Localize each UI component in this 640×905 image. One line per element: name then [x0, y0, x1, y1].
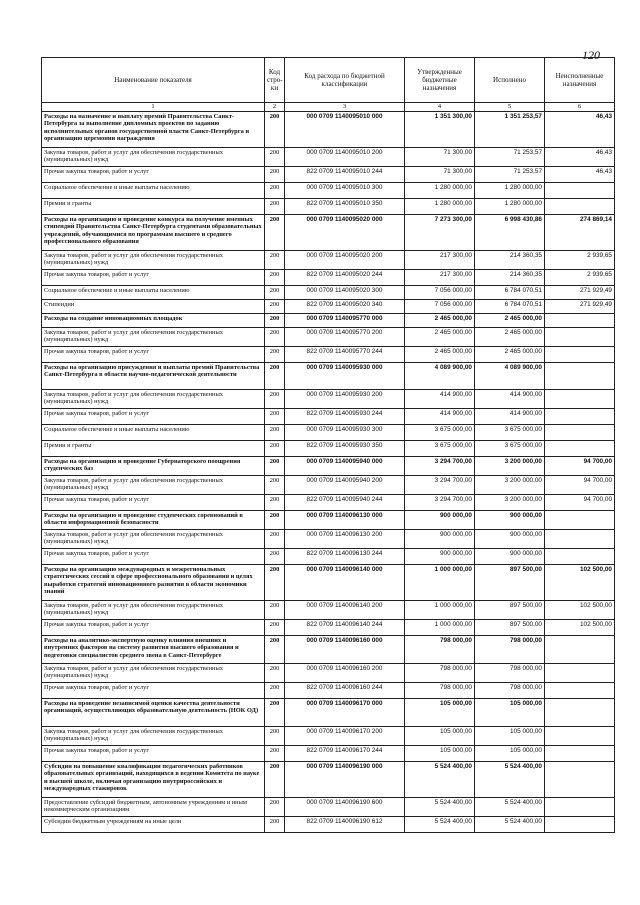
- row-budget-code: 822 0709 1140095940 244: [285, 495, 405, 511]
- row-name: Закупка товаров, работ и услуг для обеспечения государственных (муниципальных) нужд: [42, 328, 265, 347]
- row-budget-code: 000 0709 1140095770 200: [285, 328, 405, 347]
- row-budget-code: 822 0709 1140095010 244: [285, 167, 405, 183]
- col-number: 3: [285, 103, 405, 112]
- row-approved-amount: 217 300,00: [405, 251, 475, 270]
- row-name: Закупка товаров, работ и услуг для обеспечения государственных (муниципальных) нужд: [42, 664, 265, 683]
- row-unexecuted-amount: [545, 409, 615, 425]
- row-executed-amount: 3 675 000,00: [475, 425, 545, 441]
- table-row: [42, 183, 615, 199]
- row-budget-code: 000 0709 1140095020 200: [285, 251, 405, 270]
- row-budget-code: 822 0709 1140095020 244: [285, 270, 405, 286]
- col-number: 4: [405, 103, 475, 112]
- col-number: 1: [42, 103, 265, 112]
- row-executed-amount: 3 200 000,00: [475, 495, 545, 511]
- row-approved-amount: 5 524 400,00: [405, 817, 475, 833]
- row-unexecuted-amount: [545, 683, 615, 699]
- row-line-code: 200: [265, 347, 285, 363]
- row-approved-amount: 71 300,00: [405, 167, 475, 183]
- row-name: Прочая закупка товаров, работ и услуг: [42, 620, 265, 636]
- row-approved-amount: 7 056 000,00: [405, 286, 475, 300]
- row-executed-amount: 5 524 400,00: [475, 798, 545, 817]
- row-line-code: 200: [265, 817, 285, 833]
- row-budget-code: 000 0709 1140095940 200: [285, 476, 405, 495]
- table-row: [42, 409, 615, 425]
- table-row: [42, 457, 615, 476]
- row-approved-amount: 414 900,00: [405, 409, 475, 425]
- row-unexecuted-amount: [545, 314, 615, 328]
- row-executed-amount: 798 000,00: [475, 636, 545, 664]
- row-executed-amount: 5 524 400,00: [475, 762, 545, 798]
- row-name: Прочая закупка товаров, работ и услуг: [42, 495, 265, 511]
- row-executed-amount: 900 000,00: [475, 511, 545, 530]
- row-unexecuted-amount: [545, 183, 615, 199]
- row-approved-amount: 3 294 700,00: [405, 495, 475, 511]
- row-executed-amount: 214 360,35: [475, 270, 545, 286]
- row-line-code: 200: [265, 409, 285, 425]
- row-unexecuted-amount: 274 869,14: [545, 215, 615, 251]
- row-budget-code: 000 0709 1140096140 000: [285, 565, 405, 601]
- row-executed-amount: 105 000,00: [475, 727, 545, 746]
- row-name: Прочая закупка товаров, работ и услуг: [42, 347, 265, 363]
- row-approved-amount: 414 900,00: [405, 390, 475, 409]
- row-line-code: 200: [265, 251, 285, 270]
- row-executed-amount: 3 200 000,00: [475, 476, 545, 495]
- row-name: Прочая закупка товаров, работ и услуг: [42, 409, 265, 425]
- row-budget-code: 822 0709 1140095020 340: [285, 300, 405, 314]
- row-name: Стипендии: [42, 300, 265, 314]
- row-name: Расходы на организацию и проведение Губернаторского поощрения студенческих баз: [42, 457, 265, 476]
- row-budget-code: 822 0709 1140095930 244: [285, 409, 405, 425]
- row-name: Премии и гранты: [42, 199, 265, 215]
- row-approved-amount: 105 000,00: [405, 727, 475, 746]
- row-executed-amount: 71 253,57: [475, 167, 545, 183]
- row-budget-code: 822 0709 1140096170 244: [285, 746, 405, 762]
- row-unexecuted-amount: 94 700,00: [545, 457, 615, 476]
- row-line-code: 200: [265, 762, 285, 798]
- row-executed-amount: 3 675 000,00: [475, 441, 545, 457]
- row-line-code: 200: [265, 286, 285, 300]
- row-budget-code: 822 0709 1140096190 612: [285, 817, 405, 833]
- row-name: Расходы на организацию международных и межрегиональных стратегических сессий в сфере профессионального образования и целях выработки стратегий инновационного развития в области экономики знаний: [42, 565, 265, 601]
- row-unexecuted-amount: 2 939,65: [545, 251, 615, 270]
- row-unexecuted-amount: [545, 199, 615, 215]
- row-unexecuted-amount: [545, 762, 615, 798]
- row-unexecuted-amount: 271 929,49: [545, 300, 615, 314]
- table-row: [42, 215, 615, 251]
- row-name: Расходы на организацию и проведение студенческих соревнований в области информационной безопасности: [42, 511, 265, 530]
- table-row: [42, 817, 615, 833]
- row-approved-amount: 105 000,00: [405, 746, 475, 762]
- col-number: 6: [545, 103, 615, 112]
- row-unexecuted-amount: [545, 636, 615, 664]
- row-approved-amount: 4 089 900,00: [405, 363, 475, 390]
- column-number-row: [42, 103, 615, 112]
- table-row: [42, 601, 615, 620]
- row-budget-code: 822 0709 1140095010 350: [285, 199, 405, 215]
- row-unexecuted-amount: 102 500,00: [545, 601, 615, 620]
- row-unexecuted-amount: 271 929,49: [545, 286, 615, 300]
- row-approved-amount: 105 000,00: [405, 699, 475, 727]
- row-name: Субсидии бюджетным учреждениям на иные цели: [42, 817, 265, 833]
- row-approved-amount: 7 056 000,00: [405, 300, 475, 314]
- table-row: [42, 251, 615, 270]
- row-executed-amount: 2 465 000,00: [475, 328, 545, 347]
- row-unexecuted-amount: [545, 549, 615, 565]
- row-executed-amount: 1 280 000,00: [475, 199, 545, 215]
- row-approved-amount: 7 273 300,00: [405, 215, 475, 251]
- row-executed-amount: 897 500,00: [475, 565, 545, 601]
- row-name: Расходы на аналитико-экспертную оценку влияния внешних и внутренних факторов на систему развития высшего образования и подготовки специалистов среднего звена в Санкт-Петербурге: [42, 636, 265, 664]
- row-executed-amount: 5 524 400,00: [475, 817, 545, 833]
- row-executed-amount: 414 900,00: [475, 409, 545, 425]
- col-header-approved: Утвержденные бюджетные назначения: [405, 58, 475, 103]
- row-approved-amount: 1 000 000,00: [405, 565, 475, 601]
- table-row: [42, 762, 615, 798]
- row-budget-code: 000 0709 1140096130 000: [285, 511, 405, 530]
- col-header-kbk: Код расхода по бюджетной классификации: [285, 58, 405, 103]
- table-row: [42, 167, 615, 183]
- row-name: Прочая закупка товаров, работ и услуг: [42, 746, 265, 762]
- table-row: [42, 286, 615, 300]
- row-approved-amount: 3 675 000,00: [405, 425, 475, 441]
- row-budget-code: 822 0709 1140096140 244: [285, 620, 405, 636]
- row-approved-amount: 2 465 000,00: [405, 314, 475, 328]
- row-name: Расходы на проведение независимой оценки качества деятельности организаций, осуществляющих образовательную деятельность (НОК ОД): [42, 699, 265, 727]
- row-name: Прочая закупка товаров, работ и услуг: [42, 549, 265, 565]
- table-row: [42, 347, 615, 363]
- row-line-code: 200: [265, 727, 285, 746]
- row-budget-code: 822 0709 1140095930 350: [285, 441, 405, 457]
- row-budget-code: 000 0709 1140095940 000: [285, 457, 405, 476]
- row-name: Закупка товаров, работ и услуг для обеспечения государственных (муниципальных) нужд: [42, 251, 265, 270]
- table-row: [42, 699, 615, 727]
- row-line-code: 200: [265, 511, 285, 530]
- row-executed-amount: 6 784 070,51: [475, 286, 545, 300]
- row-unexecuted-amount: 46,43: [545, 148, 615, 167]
- row-line-code: 200: [265, 457, 285, 476]
- row-budget-code: 000 0709 1140095930 300: [285, 425, 405, 441]
- row-executed-amount: 897 500,00: [475, 620, 545, 636]
- row-budget-code: 822 0709 1140096160 244: [285, 683, 405, 699]
- table-row: [42, 441, 615, 457]
- row-unexecuted-amount: [545, 347, 615, 363]
- row-unexecuted-amount: [545, 441, 615, 457]
- row-unexecuted-amount: [545, 390, 615, 409]
- row-approved-amount: 71 300,00: [405, 148, 475, 167]
- row-line-code: 200: [265, 565, 285, 601]
- row-line-code: 200: [265, 620, 285, 636]
- row-executed-amount: 2 465 000,00: [475, 314, 545, 328]
- row-approved-amount: 3 294 700,00: [405, 476, 475, 495]
- row-unexecuted-amount: [545, 817, 615, 833]
- row-executed-amount: 2 465 000,00: [475, 347, 545, 363]
- row-budget-code: 000 0709 1140095930 200: [285, 390, 405, 409]
- row-line-code: 200: [265, 601, 285, 620]
- table-row: [42, 620, 615, 636]
- row-line-code: 200: [265, 476, 285, 495]
- table-row: [42, 530, 615, 549]
- row-line-code: 200: [265, 363, 285, 390]
- table-row: [42, 300, 615, 314]
- row-name: Субсидии на повышение квалификации педагогических работников образовательных организаций, находящихся в ведении Комитета по науке и высшей школе, включая организацию внутрироссийских и международных стажировок: [42, 762, 265, 798]
- row-unexecuted-amount: [545, 798, 615, 817]
- row-budget-code: 000 0709 1140096160 200: [285, 664, 405, 683]
- table-row: [42, 112, 615, 148]
- row-line-code: 200: [265, 636, 285, 664]
- row-executed-amount: 798 000,00: [475, 664, 545, 683]
- col-header-code: Код стро-ки: [265, 58, 285, 103]
- row-unexecuted-amount: 46,43: [545, 167, 615, 183]
- row-executed-amount: 3 200 000,00: [475, 457, 545, 476]
- row-executed-amount: 900 000,00: [475, 549, 545, 565]
- col-header-name: Наименование показателя: [42, 58, 265, 103]
- row-line-code: 200: [265, 746, 285, 762]
- row-name: Расходы на создание инновационных площадок: [42, 314, 265, 328]
- table-row: [42, 148, 615, 167]
- row-unexecuted-amount: [545, 425, 615, 441]
- row-approved-amount: 3 675 000,00: [405, 441, 475, 457]
- report-body: [42, 112, 615, 833]
- col-header-executed: Исполнено: [475, 58, 545, 103]
- row-name: Закупка товаров, работ и услуг для обеспечения государственных (муниципальных) нужд: [42, 727, 265, 746]
- row-name: Прочая закупка товаров, работ и услуг: [42, 270, 265, 286]
- row-name: Прочая закупка товаров, работ и услуг: [42, 167, 265, 183]
- row-unexecuted-amount: [545, 328, 615, 347]
- row-line-code: 200: [265, 530, 285, 549]
- row-executed-amount: 1 351 253,57: [475, 112, 545, 148]
- table-row: [42, 390, 615, 409]
- row-unexecuted-amount: [545, 746, 615, 762]
- row-budget-code: 000 0709 1140095930 000: [285, 363, 405, 390]
- row-executed-amount: 798 000,00: [475, 683, 545, 699]
- row-executed-amount: 1 280 000,00: [475, 183, 545, 199]
- row-executed-amount: 900 000,00: [475, 530, 545, 549]
- table-row: [42, 511, 615, 530]
- row-line-code: 200: [265, 199, 285, 215]
- row-executed-amount: 71 253,57: [475, 148, 545, 167]
- table-row: [42, 727, 615, 746]
- row-approved-amount: 1 280 000,00: [405, 183, 475, 199]
- row-approved-amount: 3 294 700,00: [405, 457, 475, 476]
- row-name: Премии и гранты: [42, 441, 265, 457]
- row-approved-amount: 217 300,00: [405, 270, 475, 286]
- row-name: Прочая закупка товаров, работ и услуг: [42, 683, 265, 699]
- row-unexecuted-amount: 94 700,00: [545, 476, 615, 495]
- table-row: [42, 549, 615, 565]
- row-name: Закупка товаров, работ и услуг для обеспечения государственных (муниципальных) нужд: [42, 148, 265, 167]
- row-approved-amount: 798 000,00: [405, 636, 475, 664]
- row-budget-code: 000 0709 1140095010 000: [285, 112, 405, 148]
- table-row: [42, 425, 615, 441]
- row-budget-code: 000 0709 1140096190 600: [285, 798, 405, 817]
- row-name: Закупка товаров, работ и услуг для обеспечения государственных (муниципальных) нужд: [42, 530, 265, 549]
- row-approved-amount: 5 524 400,00: [405, 762, 475, 798]
- row-unexecuted-amount: 102 500,00: [545, 565, 615, 601]
- row-approved-amount: 798 000,00: [405, 664, 475, 683]
- row-line-code: 200: [265, 328, 285, 347]
- row-budget-code: 000 0709 1140095020 000: [285, 215, 405, 251]
- row-line-code: 200: [265, 683, 285, 699]
- row-name: Предоставление субсидий бюджетным, автономным учреждениям и иным некоммерческим организациям: [42, 798, 265, 817]
- header-row: [42, 58, 615, 103]
- table-row: [42, 314, 615, 328]
- row-unexecuted-amount: [545, 727, 615, 746]
- row-approved-amount: 2 465 000,00: [405, 347, 475, 363]
- row-unexecuted-amount: [545, 363, 615, 390]
- row-name: Закупка товаров, работ и услуг для обеспечения государственных (муниципальных) нужд: [42, 390, 265, 409]
- page-number: 120: [582, 48, 600, 62]
- row-line-code: 200: [265, 148, 285, 167]
- row-unexecuted-amount: [545, 530, 615, 549]
- row-line-code: 200: [265, 425, 285, 441]
- row-budget-code: 822 0709 1140096130 244: [285, 549, 405, 565]
- table-row: [42, 798, 615, 817]
- row-unexecuted-amount: 94 700,00: [545, 495, 615, 511]
- row-name: Социальное обеспечение и иные выплаты населению: [42, 286, 265, 300]
- row-approved-amount: 2 465 000,00: [405, 328, 475, 347]
- table-row: [42, 746, 615, 762]
- row-approved-amount: 798 000,00: [405, 683, 475, 699]
- row-budget-code: 000 0709 1140095770 000: [285, 314, 405, 328]
- row-executed-amount: 897 500,00: [475, 601, 545, 620]
- row-line-code: 200: [265, 798, 285, 817]
- row-approved-amount: 900 000,00: [405, 530, 475, 549]
- table-row: [42, 664, 615, 683]
- table-row: [42, 199, 615, 215]
- row-budget-code: 000 0709 1140096170 000: [285, 699, 405, 727]
- col-number: 5: [475, 103, 545, 112]
- row-executed-amount: 105 000,00: [475, 699, 545, 727]
- row-name: Социальное обеспечение и иные выплаты населению: [42, 183, 265, 199]
- row-name: Закупка товаров, работ и услуг для обеспечения государственных (муниципальных) нужд: [42, 476, 265, 495]
- row-approved-amount: 1 000 000,00: [405, 620, 475, 636]
- row-line-code: 200: [265, 270, 285, 286]
- row-budget-code: 000 0709 1140096130 200: [285, 530, 405, 549]
- table-row: [42, 683, 615, 699]
- row-unexecuted-amount: [545, 699, 615, 727]
- row-executed-amount: 6 998 430,86: [475, 215, 545, 251]
- row-line-code: 200: [265, 441, 285, 457]
- row-name: Расходы на назначение и выплату премий Правительства Санкт-Петербурга за выполнение дипломных проектов по заданию исполнительных органов государственной власти Санкт-Петербурга и организацию церемонии награждения: [42, 112, 265, 148]
- row-approved-amount: 1 351 300,00: [405, 112, 475, 148]
- table-row: [42, 363, 615, 390]
- row-unexecuted-amount: 2 939,65: [545, 270, 615, 286]
- row-approved-amount: 5 524 400,00: [405, 798, 475, 817]
- table-row: [42, 476, 615, 495]
- row-budget-code: 822 0709 1140095770 244: [285, 347, 405, 363]
- row-line-code: 200: [265, 664, 285, 683]
- row-line-code: 200: [265, 215, 285, 251]
- table-row: [42, 270, 615, 286]
- row-name: Расходы на организацию присуждения и выплаты премий Правительства Санкт-Петербурга в области научно-педагогической деятельности: [42, 363, 265, 390]
- row-name: Социальное обеспечение и иные выплаты населению: [42, 425, 265, 441]
- row-unexecuted-amount: [545, 664, 615, 683]
- row-line-code: 200: [265, 390, 285, 409]
- row-approved-amount: 1 280 000,00: [405, 199, 475, 215]
- row-executed-amount: 6 784 070,51: [475, 300, 545, 314]
- table-row: [42, 636, 615, 664]
- row-name: Расходы на организацию и проведение конкурса на получение именных стипендий Правительства Санкт-Петербурга студентами образовательных учреждений, обучающимися по программам высшего и среднего профессионального образования: [42, 215, 265, 251]
- row-name: Закупка товаров, работ и услуг для обеспечения государственных (муниципальных) нужд: [42, 601, 265, 620]
- row-budget-code: 000 0709 1140096140 200: [285, 601, 405, 620]
- row-line-code: 200: [265, 495, 285, 511]
- row-line-code: 200: [265, 314, 285, 328]
- table-row: [42, 565, 615, 601]
- row-line-code: 200: [265, 549, 285, 565]
- row-executed-amount: 214 360,35: [475, 251, 545, 270]
- row-approved-amount: 900 000,00: [405, 511, 475, 530]
- row-line-code: 200: [265, 183, 285, 199]
- row-line-code: 200: [265, 300, 285, 314]
- row-budget-code: 000 0709 1140095010 200: [285, 148, 405, 167]
- row-approved-amount: 1 000 000,00: [405, 601, 475, 620]
- row-executed-amount: 414 900,00: [475, 390, 545, 409]
- col-number: 2: [265, 103, 285, 112]
- expense-report-table: [41, 57, 615, 833]
- table-row: [42, 328, 615, 347]
- row-budget-code: 000 0709 1140095010 300: [285, 183, 405, 199]
- row-budget-code: 000 0709 1140096160 000: [285, 636, 405, 664]
- row-executed-amount: 4 089 900,00: [475, 363, 545, 390]
- row-approved-amount: 900 000,00: [405, 549, 475, 565]
- row-line-code: 200: [265, 112, 285, 148]
- table-row: [42, 495, 615, 511]
- row-unexecuted-amount: 46,43: [545, 112, 615, 148]
- row-budget-code: 000 0709 1140096190 000: [285, 762, 405, 798]
- row-budget-code: 000 0709 1140096170 200: [285, 727, 405, 746]
- row-budget-code: 000 0709 1140095020 300: [285, 286, 405, 300]
- col-header-unexecuted: Неисполненные назначения: [545, 58, 615, 103]
- row-unexecuted-amount: [545, 511, 615, 530]
- row-unexecuted-amount: 102 500,00: [545, 620, 615, 636]
- row-line-code: 200: [265, 699, 285, 727]
- row-line-code: 200: [265, 167, 285, 183]
- row-executed-amount: 105 000,00: [475, 746, 545, 762]
